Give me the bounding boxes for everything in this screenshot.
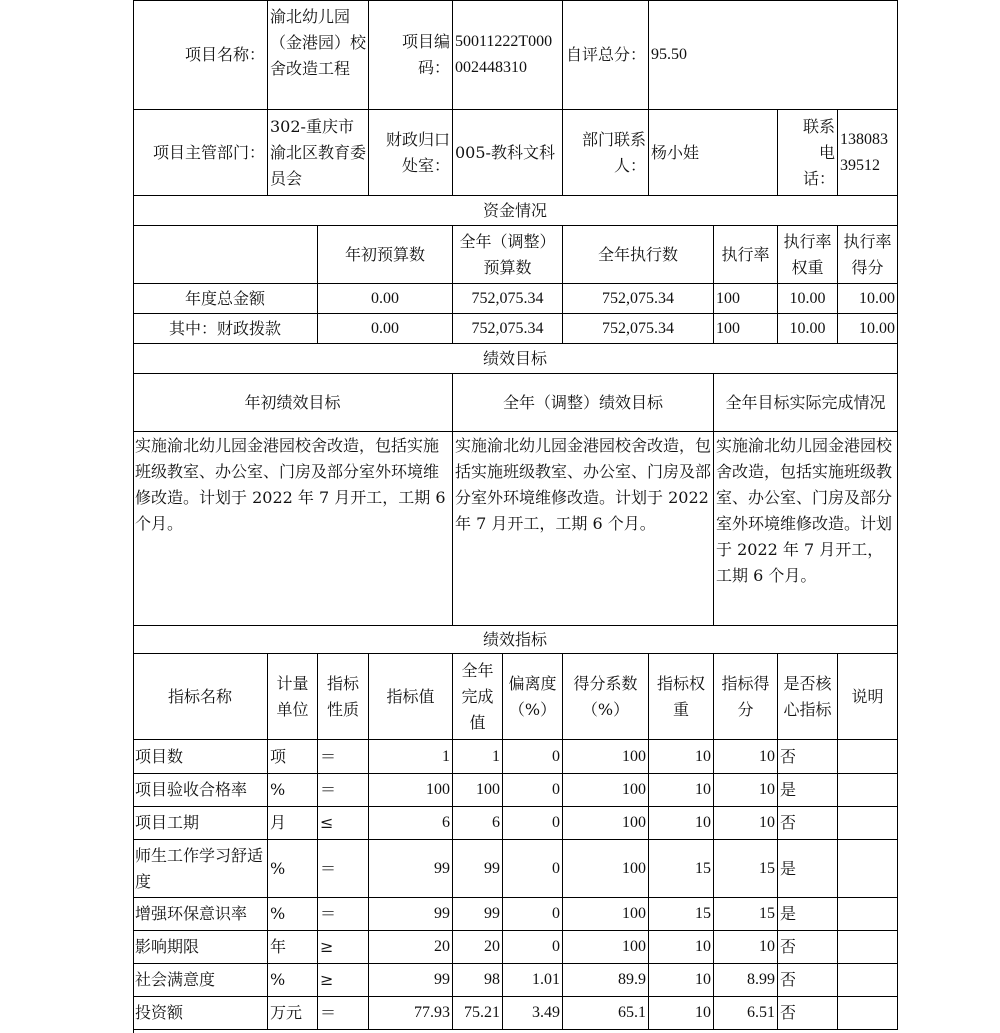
ind-name: 师生工作学习舒适度 — [133, 840, 268, 898]
goals-actual-text: 实施渝北幼儿园金港园校舍改造，包括实施班级教室、办公室、门房及部分室外环境维修改造。计划于 2022 年 7 月开工，工期 6 个月。 — [714, 432, 898, 626]
funds-row-executed: 752,075.34 — [563, 314, 714, 344]
ind-note — [838, 740, 898, 774]
ind-target: 77.93 — [369, 997, 453, 1030]
ind-deviation: 1.01 — [503, 964, 563, 997]
finance-value: 005-教科文科 — [453, 110, 563, 196]
funds-row-rate: 100 — [714, 284, 778, 314]
ind-score: 8.99 — [714, 964, 778, 997]
funds-row-label: 年度总金额 — [133, 284, 318, 314]
ind-coef: 100 — [563, 740, 649, 774]
funds-col-weight: 执行率权重 — [778, 226, 838, 284]
indicators-section-title: 绩效指标 — [133, 626, 898, 654]
ind-col-core: 是否核心指标 — [778, 654, 838, 740]
funds-header-blank — [133, 226, 318, 284]
ind-actual: 6 — [453, 807, 503, 840]
contact-label: 部门联系人： — [563, 110, 649, 196]
funds-row-executed: 752,075.34 — [563, 284, 714, 314]
ind-coef: 100 — [563, 898, 649, 931]
funds-row-adjusted: 752,075.34 — [453, 284, 563, 314]
phone-value: 13808339512 — [838, 110, 898, 196]
goals-section-title: 绩效目标 — [133, 344, 898, 374]
ind-score: 6.51 — [714, 997, 778, 1030]
ind-deviation: 0 — [503, 774, 563, 807]
ind-core: 是 — [778, 840, 838, 898]
funds-row-score: 10.00 — [838, 314, 898, 344]
ind-coef: 100 — [563, 807, 649, 840]
ind-weight: 15 — [649, 840, 714, 898]
ind-actual: 100 — [453, 774, 503, 807]
ind-col-unit: 计量单位 — [268, 654, 318, 740]
ind-nature: ＝ — [318, 997, 369, 1030]
phone-label: 联系电话： — [778, 110, 838, 196]
ind-unit: % — [268, 898, 318, 931]
funds-col-score: 执行率得分 — [838, 226, 898, 284]
ind-name: 项目验收合格率 — [133, 774, 268, 807]
ind-weight: 10 — [649, 774, 714, 807]
ind-nature: ≥ — [318, 964, 369, 997]
ind-unit: % — [268, 840, 318, 898]
ind-deviation: 0 — [503, 931, 563, 964]
ind-name: 项目数 — [133, 740, 268, 774]
ind-col-actual: 全年完成值 — [453, 654, 503, 740]
self-score-label: 自评总分： — [563, 0, 649, 110]
ind-name: 项目工期 — [133, 807, 268, 840]
goals-adjusted-text: 实施渝北幼儿园金港园校舍改造，包括实施班级教室、办公室、门房及部分室外环境维修改造。计划于 2022 年 7 月开工，工期 6 个月。 — [453, 432, 714, 626]
ind-weight: 10 — [649, 964, 714, 997]
goals-col-adjusted: 全年（调整）绩效目标 — [453, 374, 714, 432]
ind-col-nature: 指标性质 — [318, 654, 369, 740]
ind-actual: 20 — [453, 931, 503, 964]
ind-core: 否 — [778, 931, 838, 964]
ind-col-weight: 指标权重 — [649, 654, 714, 740]
ind-nature: ＝ — [318, 898, 369, 931]
ind-note — [838, 840, 898, 898]
ind-nature: ＝ — [318, 740, 369, 774]
ind-score: 10 — [714, 807, 778, 840]
ind-actual: 98 — [453, 964, 503, 997]
dept-value: 302-重庆市渝北区教育委员会 — [268, 110, 369, 196]
ind-core: 否 — [778, 997, 838, 1030]
ind-score: 10 — [714, 931, 778, 964]
ind-unit: % — [268, 964, 318, 997]
self-score-value: 95.50 — [649, 0, 898, 110]
contact-value: 杨小娃 — [649, 110, 778, 196]
ind-coef: 100 — [563, 840, 649, 898]
ind-coef: 100 — [563, 774, 649, 807]
ind-unit: 月 — [268, 807, 318, 840]
ind-core: 否 — [778, 740, 838, 774]
ind-weight: 10 — [649, 997, 714, 1030]
ind-actual: 1 — [453, 740, 503, 774]
finance-label: 财政归口处室： — [369, 110, 453, 196]
funds-col-initial: 年初预算数 — [318, 226, 453, 284]
ind-name: 社会满意度 — [133, 964, 268, 997]
ind-target: 1 — [369, 740, 453, 774]
ind-weight: 15 — [649, 898, 714, 931]
ind-coef: 65.1 — [563, 997, 649, 1030]
funds-row-rate: 100 — [714, 314, 778, 344]
ind-score: 10 — [714, 774, 778, 807]
funds-row-score: 10.00 — [838, 284, 898, 314]
ind-col-target: 指标值 — [369, 654, 453, 740]
ind-target: 6 — [369, 807, 453, 840]
ind-weight: 10 — [649, 740, 714, 774]
project-name-label: 项目名称： — [133, 0, 268, 110]
ind-weight: 10 — [649, 931, 714, 964]
goals-col-actual: 全年目标实际完成情况 — [714, 374, 898, 432]
funds-col-rate: 执行率 — [714, 226, 778, 284]
ind-name: 增强环保意识率 — [133, 898, 268, 931]
ind-note — [838, 931, 898, 964]
funds-row-initial: 0.00 — [318, 284, 453, 314]
ind-unit: 年 — [268, 931, 318, 964]
ind-target: 99 — [369, 964, 453, 997]
ind-core: 否 — [778, 964, 838, 997]
ind-col-name: 指标名称 — [133, 654, 268, 740]
funds-col-executed: 全年执行数 — [563, 226, 714, 284]
ind-score: 10 — [714, 740, 778, 774]
funds-row-initial: 0.00 — [318, 314, 453, 344]
ind-deviation: 0 — [503, 740, 563, 774]
ind-core: 是 — [778, 774, 838, 807]
ind-note — [838, 807, 898, 840]
funds-row-weight: 10.00 — [778, 284, 838, 314]
goals-col-initial: 年初绩效目标 — [133, 374, 453, 432]
ind-nature: ≤ — [318, 807, 369, 840]
ind-target: 20 — [369, 931, 453, 964]
ind-note — [838, 898, 898, 931]
funds-row-adjusted: 752,075.34 — [453, 314, 563, 344]
ind-actual: 99 — [453, 840, 503, 898]
ind-coef: 100 — [563, 931, 649, 964]
ind-deviation: 0 — [503, 898, 563, 931]
ind-weight: 10 — [649, 807, 714, 840]
ind-note — [838, 774, 898, 807]
ind-deviation: 0 — [503, 840, 563, 898]
funds-row-weight: 10.00 — [778, 314, 838, 344]
dept-label: 项目主管部门： — [133, 110, 268, 196]
project-name-value: 渝北幼儿园（金港园）校舍改造工程 — [268, 0, 369, 110]
ind-nature: ≥ — [318, 931, 369, 964]
ind-score: 15 — [714, 898, 778, 931]
funds-section-title: 资金情况 — [133, 196, 898, 226]
ind-col-note: 说明 — [838, 654, 898, 740]
ind-deviation: 0 — [503, 807, 563, 840]
ind-actual: 75.21 — [453, 997, 503, 1030]
ind-unit: 项 — [268, 740, 318, 774]
ind-score: 15 — [714, 840, 778, 898]
funds-row-label: 其中：财政拨款 — [133, 314, 318, 344]
ind-col-deviation: 偏离度（%） — [503, 654, 563, 740]
ind-name: 影响期限 — [133, 931, 268, 964]
ind-name: 投资额 — [133, 997, 268, 1030]
ind-unit: 万元 — [268, 997, 318, 1030]
ind-core: 是 — [778, 898, 838, 931]
ind-nature: ＝ — [318, 840, 369, 898]
project-code-value: 50011222T000002448310 — [453, 0, 563, 110]
funds-col-adjusted: 全年（调整）预算数 — [453, 226, 563, 284]
ind-actual: 99 — [453, 898, 503, 931]
ind-core: 否 — [778, 807, 838, 840]
ind-note — [838, 997, 898, 1030]
ind-deviation: 3.49 — [503, 997, 563, 1030]
project-code-label: 项目编码： — [369, 0, 453, 110]
goals-initial-text: 实施渝北幼儿园金港园校舍改造，包括实施班级教室、办公室、门房及部分室外环境维修改造。计划于 2022 年 7 月开工，工期 6 个月。 — [133, 432, 453, 626]
ind-target: 100 — [369, 774, 453, 807]
ind-coef: 89.9 — [563, 964, 649, 997]
ind-col-coef: 得分系数（%） — [563, 654, 649, 740]
ind-unit: % — [268, 774, 318, 807]
ind-nature: ＝ — [318, 774, 369, 807]
ind-col-score: 指标得分 — [714, 654, 778, 740]
ind-note — [838, 964, 898, 997]
ind-target: 99 — [369, 840, 453, 898]
ind-target: 99 — [369, 898, 453, 931]
